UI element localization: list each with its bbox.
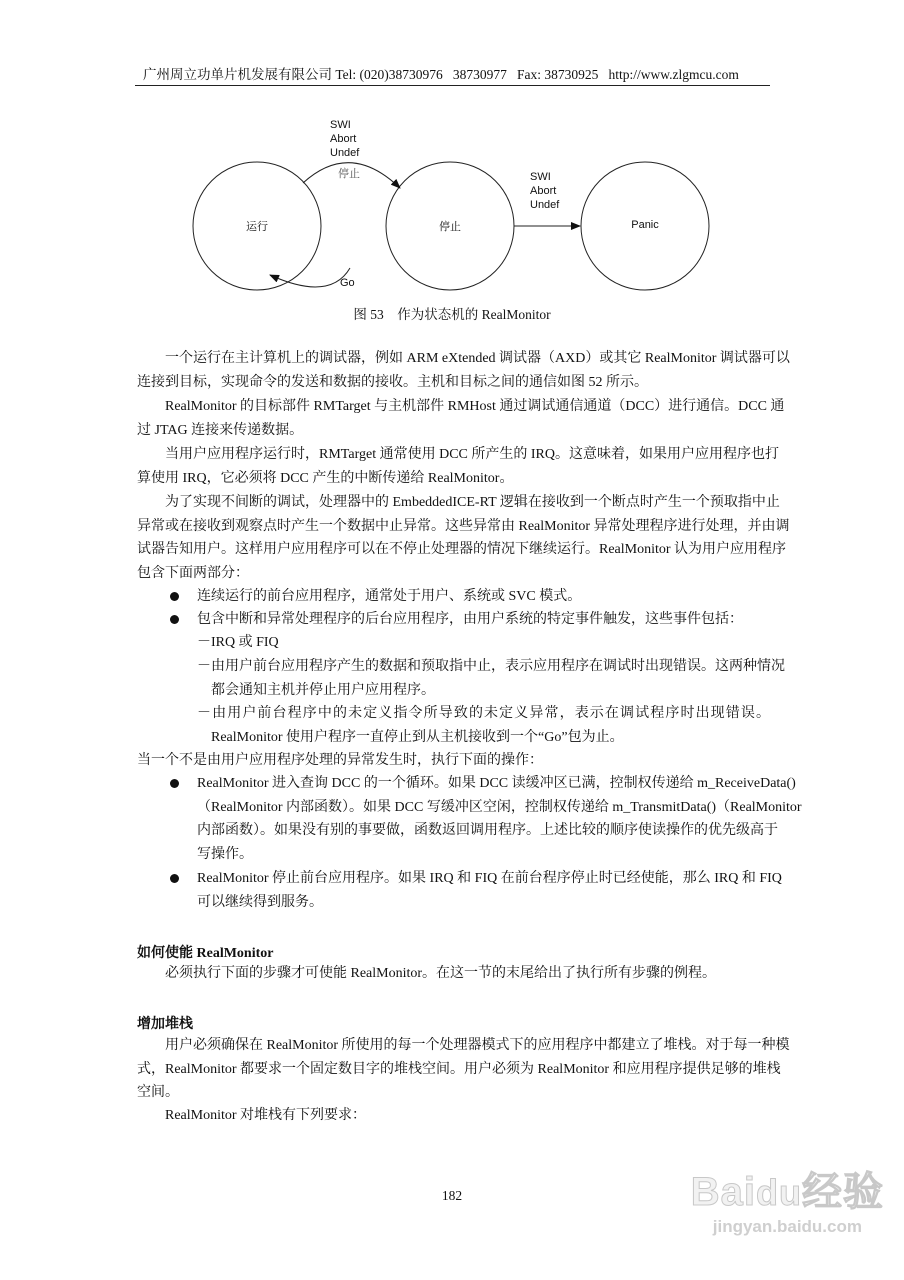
paragraph [137, 962, 770, 986]
sub-item [197, 702, 770, 749]
bottom-arc-label: Go [340, 277, 355, 289]
figure-caption: 图 53 作为状态机的 RealMonitor [353, 307, 551, 322]
event-label: SWI [330, 119, 351, 131]
text-line: －由用户前台应用程序产生的数据和预取指中止，表示应用程序在调试时出现错误。这两种情况 [197, 659, 785, 674]
text-line: 空间。 [137, 1085, 179, 1101]
text-line: 过 JTAG 连接来传递数据。 [137, 422, 304, 438]
text-line: 当用户应用程序运行时，RMTarget 通常使用 DCC 所产生的 IRQ。这意味着，如果用户应用程序也打 [165, 447, 779, 462]
event-label: Abort [530, 185, 557, 197]
paragraph [137, 749, 770, 773]
text-line: RealMonitor 使用户程序一直停止到从主机接收到一个“Go”包为止。 [197, 729, 624, 745]
text-line: 试器告知用户。这样用户应用程序可以在不停止处理器的情况下继续运行。RealMonitor 认为用户应用程序 [137, 542, 787, 558]
text-line: 包含下面两部分： [137, 565, 249, 581]
paragraph [137, 1104, 770, 1128]
text-line: 内部函数）。如果没有别的事要做，函数返回调用程序。上述比较的顺序使读操作的优先级高于 [197, 823, 778, 839]
text-line: －由用户前台程序中的未定义指令所导致的未定义异常，表示在调试程序时出现错误。 [197, 706, 770, 721]
event-label: Undef [330, 147, 360, 159]
paragraph [137, 443, 779, 490]
text-line: 都会通知主机并停止用户应用程序。 [197, 682, 435, 698]
state-label-run: 运行 [246, 221, 268, 233]
text-line: RealMonitor 停止前台应用程序。如果 IRQ 和 FIQ 在前台程序停止时已经使能，那么 IRQ 和 FIQ [197, 871, 782, 886]
bullet-icon [170, 592, 179, 601]
top-arc-label: 停止 [338, 168, 360, 180]
text-line: 算使用 IRQ，它必须将 DCC 产生的中断传递给 RealMonitor。 [137, 470, 514, 486]
paragraph [137, 1034, 790, 1105]
text-line: 写操作。 [197, 846, 253, 862]
state-label-panic: Panic [631, 219, 659, 231]
event-label: Abort [330, 133, 357, 145]
bullet-item [197, 867, 782, 914]
section-heading: 增加堆栈 [137, 1017, 193, 1032]
text-line: RealMonitor 的目标部件 RMTarget 与主机部件 RMHost 通过调试通信通道（DCC）进行通信。DCC 通 [165, 399, 785, 414]
paragraph [137, 347, 790, 394]
bullet-icon [170, 874, 179, 883]
bullet-item [197, 585, 770, 609]
text-line: 必须执行下面的步骤才可使能 RealMonitor。在这一节的末尾给出了执行所有步骤的例程。 [165, 966, 717, 981]
state-label-stop: 停止 [439, 221, 461, 233]
state-machine-diagram [0, 0, 904, 300]
bullet-item [197, 608, 770, 632]
header-company: 广州周立功单片机发展有限公司 [143, 67, 332, 82]
text-line: 为了实现不间断的调试，处理器中的 EmbeddedICE-RT 逻辑在接收到一个断点时产生一个预取指中止 [165, 495, 780, 510]
header-contact: Tel: (020)38730976 38730977 Fax: 38730925 http://www.zlgmcu.com [335, 67, 739, 82]
sub-item [197, 655, 785, 702]
text-line: 连续运行的前台应用程序，通常处于用户、系统或 SVC 模式。 [197, 589, 582, 604]
text-line: RealMonitor 进入查询 DCC 的一个循环。如果 DCC 读缓冲区已满，控制权传递给 m_ReceiveData() [197, 776, 796, 791]
event-label: Undef [530, 199, 560, 211]
text-line: 当一个不是由用户应用程序处理的异常发生时，执行下面的操作： [137, 753, 543, 768]
text-line: 一个运行在主计算机上的调试器，例如 ARM eXtended 调试器（AXD）或其它 RealMonitor 调试器可以 [165, 351, 790, 366]
text-line: －IRQ 或 FIQ [197, 635, 279, 650]
text-line: （RealMonitor 内部函数）。如果 DCC 写缓冲区空闲，控制权传递给 m_TransmitData()（RealMonitor [197, 799, 802, 815]
paragraph [137, 491, 790, 585]
text-line: 异常或在接收到观察点时产生一个数据中止异常。这些异常由 RealMonitor 异常处理程序进行处理，并由调 [137, 518, 790, 534]
text-line: 式，RealMonitor 都要求一个固定数目字的堆栈空间。用户必须为 RealMonitor 和应用程序提供足够的堆栈 [137, 1061, 781, 1077]
bullet-icon [170, 779, 179, 788]
arrow-stop-to-run [270, 268, 350, 287]
text-line: 包含中断和异常处理程序的后台应用程序，由用户系统的特定事件触发，这些事件包括： [197, 612, 743, 627]
text-line: 连接到目标，实现命令的发送和数据的接收。主机和目标之间的通信如图 52 所示。 [137, 374, 648, 390]
section-heading: 如何使能 RealMonitor [137, 946, 274, 961]
paragraph [137, 395, 785, 442]
text-line: RealMonitor 对堆栈有下列要求： [165, 1108, 367, 1123]
text-line: 用户必须确保在 RealMonitor 所使用的每一个处理器模式下的应用程序中都建立了堆栈。对于每一种模 [165, 1038, 790, 1053]
baidu-watermark: Baidu经验 jingyan.baidu.com [690, 1170, 884, 1236]
event-label: SWI [530, 171, 551, 183]
text-line: 可以继续得到服务。 [197, 894, 323, 910]
bullet-item [197, 772, 802, 866]
bullet-icon [170, 615, 179, 624]
sub-item [197, 631, 770, 655]
page-number: 182 [441, 1188, 463, 1203]
